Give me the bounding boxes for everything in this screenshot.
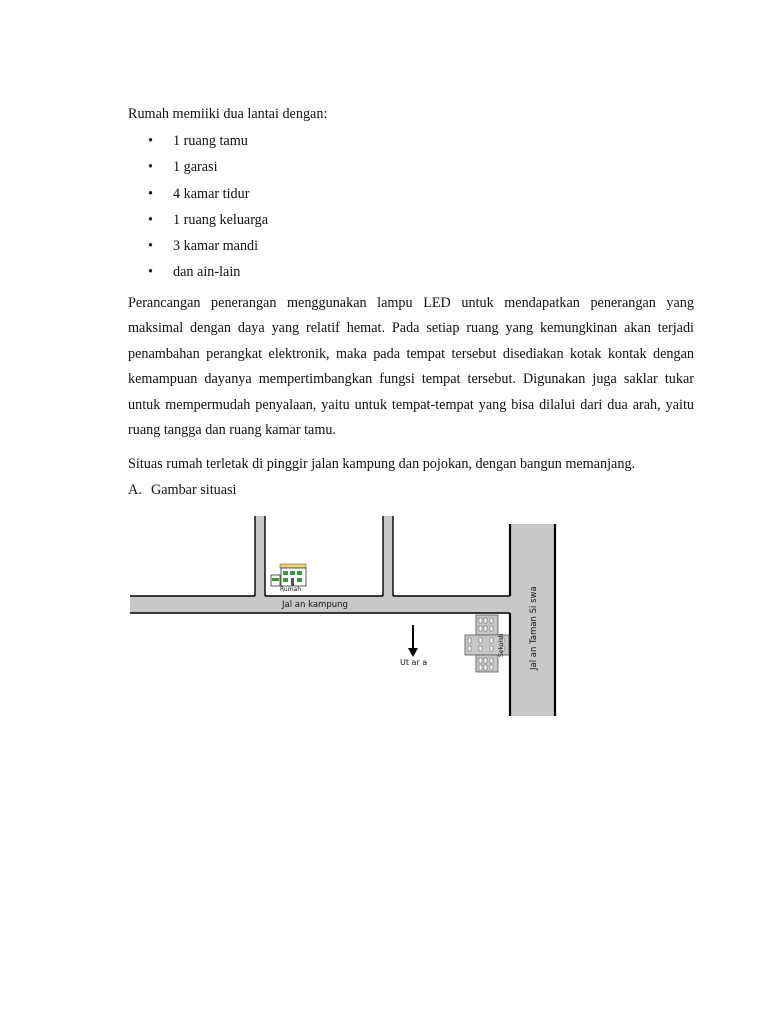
section-label: A. [128,482,142,498]
bullet-icon: • [148,159,153,176]
paragraph-lighting: Perancangan penerangan menggunakan lampu LED untuk mendapatkan penerangan yang maksimal dengan daya yang relatif hemat. Pada setiap ruang yang kemungkinan akan terjadi penambahan perangkat elektronik, maka pada tempat tersebut disediakan kotak kontak dengan kemampuan dayanya mempertimbangkan fungsi tempat tersebut. Digunakan juga saklar tukar untuk mempermudah penyalaan, yaitu untuk tempat-tempat yang bisa dilalui dari dua arah, yaitu ruang tangga dan ruang kamar tamu. [128,295,694,439]
road-taman-siswa-label: Jal an Taman Si swa [529,586,539,670]
house-label: Rumah [280,586,302,593]
school-label: Sekolah [498,633,505,657]
bullet-icon: • [148,185,153,202]
bullet-icon: • [148,133,153,149]
paragraph-situation: Situas rumah terletak di pinggir jalan kampung dan pojokan, dengan bangun memanjang. [128,456,636,472]
bullet-icon: • [148,211,153,228]
road-kampung-label: Jal an kampung [282,600,348,610]
intro-text: Rumah memiiki dua lantai dengan: [128,106,328,122]
section-heading [128,482,237,499]
house-icon [271,564,306,586]
section-title: Gambar situasi [151,482,237,498]
bullet-icon: • [148,264,153,281]
situation-map [126,512,562,722]
bullet-icon: • [148,238,153,255]
north-label: Ut ar a [400,658,428,667]
north-arrow-icon [408,625,418,657]
